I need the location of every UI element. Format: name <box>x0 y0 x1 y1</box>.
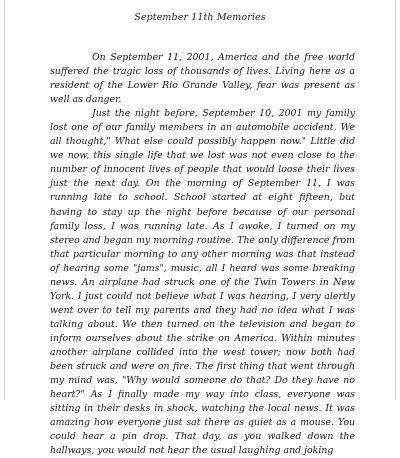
document-title: September 11th Memories <box>134 12 266 23</box>
paragraph-2: Just the night before, September 10, 2001 my family lost one of our family members in an automobile accident. We all thought," What else could possibly happen now." Little did we now, this single life that we lost was not even close to the number of innocent lives of people that would loose their lives just the next day. On the morning of September 11, I was running late to school. School started at eight fifteen, but having to stay up the night before because of our personal family loss, I was running late. As I awoke, I turned on my stereo and began my morning routine. The only difference from that particular morning to any other morning was that instead of hearing some "jams", music, all I heard was some breaking news. An airplane had struck one of the Twin Towers in New York. I just could not believe what I was hearing, I very alertly went over to tell my parents and they had no idea what I was talking about. We then turned on the television and began to inform ourselves about the strike on America. Within minutes another airplane collided into the west tower; now both had been struck and were on fire. The first thing that went through my mind was, "Why would someone do that? Do they have no heart?" As I finally made my way into class, everyone was sitting in their desks in shock, watching the local news. It was amazing how everyone just sat there as quiet as a mouse. You could hear a pin drop. That day, as you walked down the hallways, you would not hear the usual laughing and joking <box>50 108 355 457</box>
document-body <box>50 51 355 458</box>
paragraph-1: On September 11, 2001, America and the free world suffered the tragic loss of thousands of lives. Living here as a resident of the Lower Rio Grande Valley, fear was present as well as danger. <box>50 52 355 106</box>
document-page <box>4 0 396 457</box>
